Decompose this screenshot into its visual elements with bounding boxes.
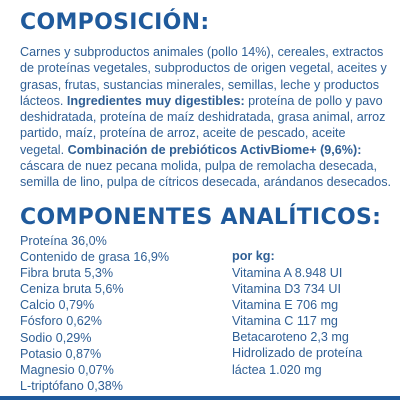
analytical-components-list xyxy=(20,233,169,394)
analytical-component-item: Magnesio 0,07% xyxy=(20,362,114,377)
analytical-component-item: Fósforo 0,62% xyxy=(20,314,102,329)
analytical-component-item: Proteína 36,0% xyxy=(20,234,107,248)
analytical-component-item: Sodio 0,29% xyxy=(20,330,92,345)
additive-item: Vitamina D3 734 UI xyxy=(232,282,341,297)
analytical-components-heading: COMPONENTES ANALÍTICOS: xyxy=(20,205,382,230)
additive-item: Vitamina E 706 mg xyxy=(232,298,339,313)
prebiotics-label: Combinación de prebióticos ActivBiome+ (9,6%): xyxy=(67,142,362,157)
analytical-component-item: Calcio 0,79% xyxy=(20,298,95,313)
composition-text-3: cáscara de nuez pecana molida, pulpa de remolacha desecada, semilla de lino, pulpa de cítricos desecada, arándanos desecados. xyxy=(20,159,392,190)
composition-paragraph xyxy=(20,44,392,191)
analytical-component-item: Contenido de grasa 16,9% xyxy=(20,250,170,265)
digestible-ingredients-label: Ingredientes muy digestibles: xyxy=(66,93,245,108)
additive-item: Betacaroteno 2,3 mg xyxy=(232,330,349,345)
additive-item: Vitamina A 8.948 UI xyxy=(232,266,343,280)
composition-heading: COMPOSICIÓN: xyxy=(20,10,210,35)
additive-item: láctea 1.020 mg xyxy=(232,362,322,377)
analytical-component-item: L-triptófano 0,38% xyxy=(20,378,123,393)
composition-text-2: proteína de pollo y pavo deshidratada, proteína de maíz deshidratada, grasa animal, arroz partido, maíz, proteína de arroz, aceite de pescado, aceite vegetal. xyxy=(20,93,386,157)
analytical-component-item: Ceniza bruta 5,6% xyxy=(20,282,124,297)
bottom-border-strip xyxy=(0,396,400,400)
per-kg-label: por kg: xyxy=(232,249,275,263)
additive-item: Vitamina C 117 mg xyxy=(232,314,338,329)
analytical-component-item: Potasio 0,87% xyxy=(20,346,102,361)
analytical-component-item: Fibra bruta 5,3% xyxy=(20,266,114,281)
additives-list xyxy=(232,265,362,378)
additive-item: Hidrolizado de proteína xyxy=(232,346,363,361)
composition-text-1: Carnes y subproductos animales (pollo 14%), cereales, extractos de proteínas vegetales, subproductos de origen vegetal, aceites y grasas, frutas, sustancias minerales, semillas, leche y productos lácteos. xyxy=(20,45,387,108)
